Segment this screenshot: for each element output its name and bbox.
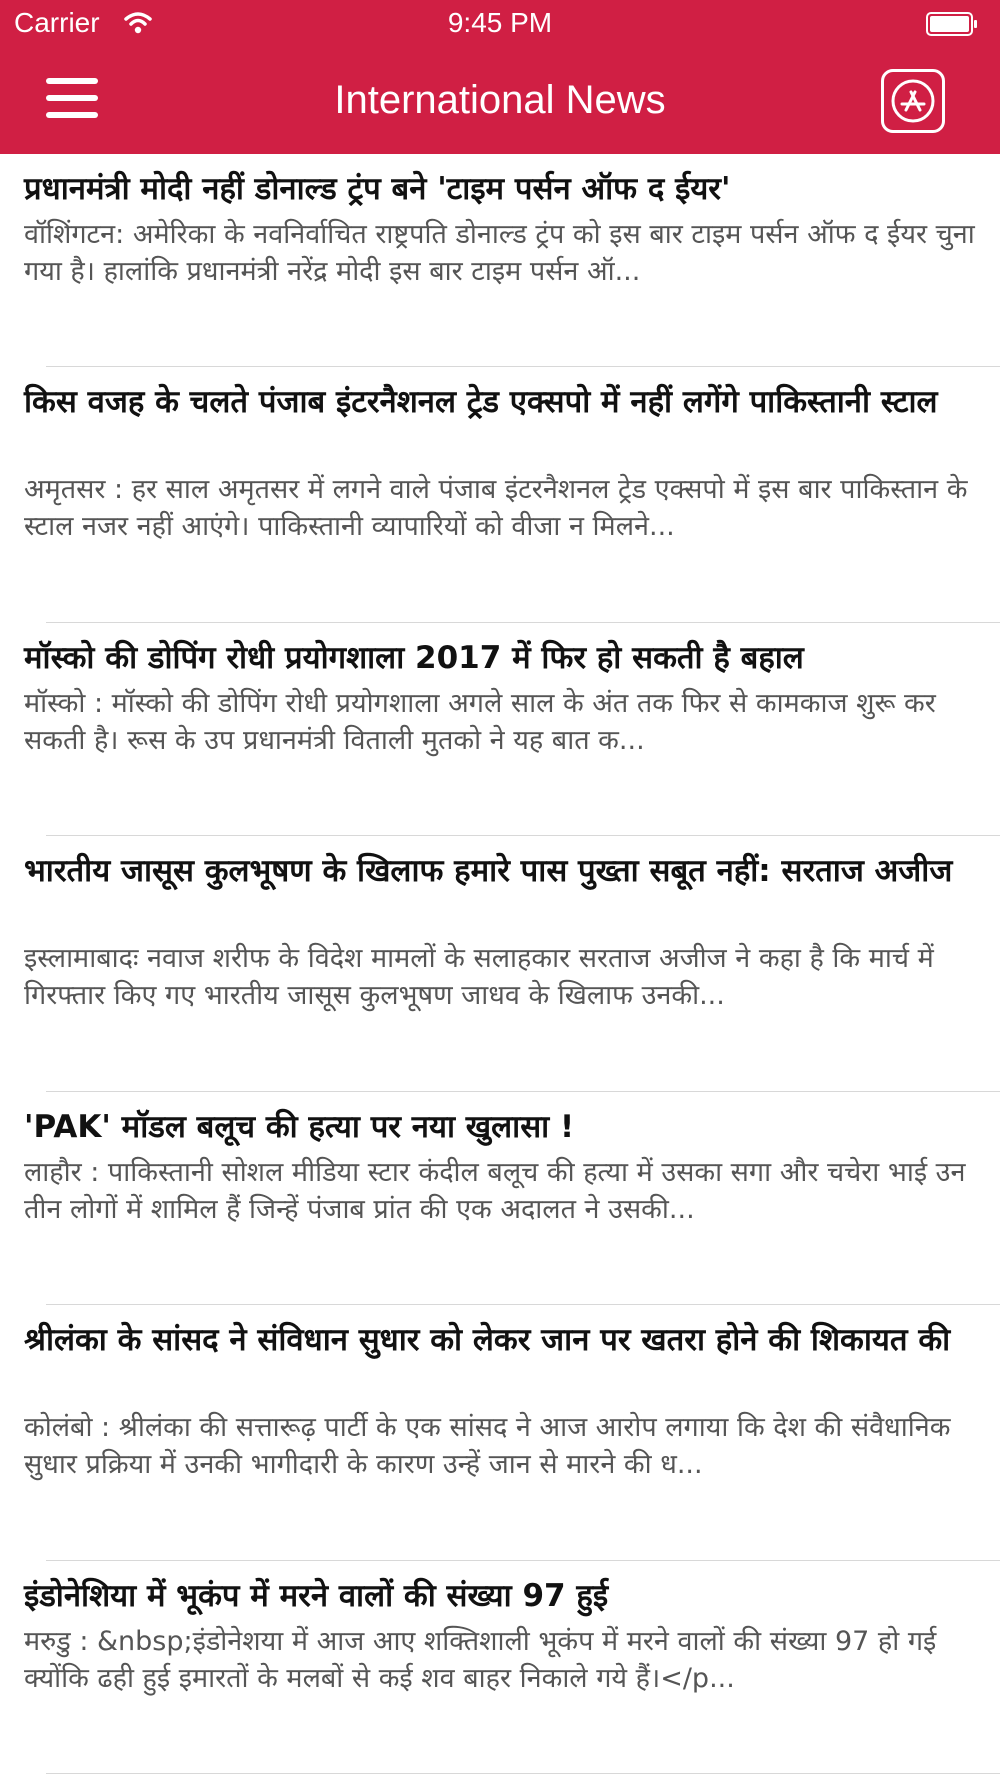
news-title: इंडोनेशिया में भूकंप में मरने वालों की संख्या 97 हुई — [24, 1578, 609, 1614]
news-title: प्रधानमंत्री मोदी नहीं डोनाल्ड ट्रंप बने 'टाइम पर्सन ऑफ द ईयर' — [24, 171, 731, 207]
news-description: मॉस्को : मॉस्को की डोपिंग रोधी प्रयोगशाला अगले साल के अंत तक फिर से कामकाज शुरू कर सकती है। रूस के उप प्रधानमंत्री विताली मुतको ने यह बात क... — [24, 688, 936, 756]
news-list — [0, 154, 1000, 1774]
battery-icon — [926, 12, 978, 36]
news-title: 'PAK' मॉडल बलूच की हत्या पर नया खुलासा ! — [24, 1109, 575, 1145]
news-description: वॉशिंगटन: अमेरिका के नवनिर्वाचित राष्ट्रपति डोनाल्ड ट्रंप को इस बार टाइम पर्सन ऑफ द ईयर चुना गया है। हालांकि प्रधानमंत्री नरेंद्र मोदी इस बार टाइम पर्सन ऑ... — [24, 219, 975, 287]
news-item[interactable] — [0, 367, 1000, 623]
news-title: भारतीय जासूस कुलभूषण के खिलाफ हमारे पास पुख्ता सबूत नहीं: सरताज अजीज — [24, 853, 953, 889]
news-item[interactable] — [0, 154, 1000, 367]
news-description: लाहौर : पाकिस्तानी सोशल मीडिया स्टार कंदील बलूच की हत्या में उसका सगा और चचेरा भाई उन तीन लोगों में शामिल हैं जिन्हें पंजाब प्रांत की एक अदालत ने उसकी... — [24, 1157, 966, 1225]
news-description: कोलंबो : श्रीलंका की सत्तारूढ़ पार्टी के एक सांसद ने आज आरोप लगाया कि देश की संवैधानिक सुधार प्रक्रिया में उनकी भागीदारी के कारण उन्हें जान से मारने की ध... — [24, 1412, 951, 1480]
nav-header — [0, 0, 1000, 154]
news-item[interactable] — [0, 623, 1000, 836]
divider — [46, 1773, 1000, 1774]
status-bar — [0, 0, 1000, 50]
news-description: अमृतसर : हर साल अमृतसर में लगने वाले पंजाब इंटरनैशनल ट्रेड एक्सपो में इस बार पाकिस्तान के स्टाल नजर नहीं आएंगे। पाकिस्तानी व्यापारियों को वीजा न मिलने... — [24, 474, 968, 542]
news-description: इस्लामाबादः नवाज शरीफ के विदेश मामलों के सलाहकार सरताज अजीज ने कहा है कि मार्च में गिरफ्तार किए गए भारतीय जासूस कुलभूषण जाधव के खिलाफ उनकी... — [24, 943, 934, 1011]
news-title: मॉस्को की डोपिंग रोधी प्रयोगशाला 2017 में फिर हो सकती है बहाल — [24, 640, 804, 676]
news-title: श्रीलंका के सांसद ने संविधान सुधार को लेकर जान पर खतरा होने की शिकायत की — [24, 1322, 951, 1358]
news-item[interactable] — [0, 1092, 1000, 1305]
app-store-icon — [884, 72, 942, 130]
news-item[interactable] — [0, 1561, 1000, 1774]
news-item[interactable] — [0, 1305, 1000, 1561]
news-item[interactable] — [0, 836, 1000, 1092]
app-store-button[interactable] — [881, 69, 945, 133]
page-title: International News — [334, 78, 666, 122]
news-description: मरुडु : &nbsp;इंडोनेशया में आज आए शक्तिशाली भूकंप में मरने वालों की संख्या 97 हो गई क्योंकि ढही हुई इमारतों के मलबों से कई शव बाहर निकाले गये हैं।</p... — [24, 1626, 937, 1694]
news-title: किस वजह के चलते पंजाब इंटरनैशनल ट्रेड एक्सपो में नहीं लगेंगे पाकिस्तानी स्टाल — [24, 384, 938, 420]
status-time: 9:45 PM — [447, 7, 553, 38]
carrier-label: Carrier — [14, 7, 100, 38]
